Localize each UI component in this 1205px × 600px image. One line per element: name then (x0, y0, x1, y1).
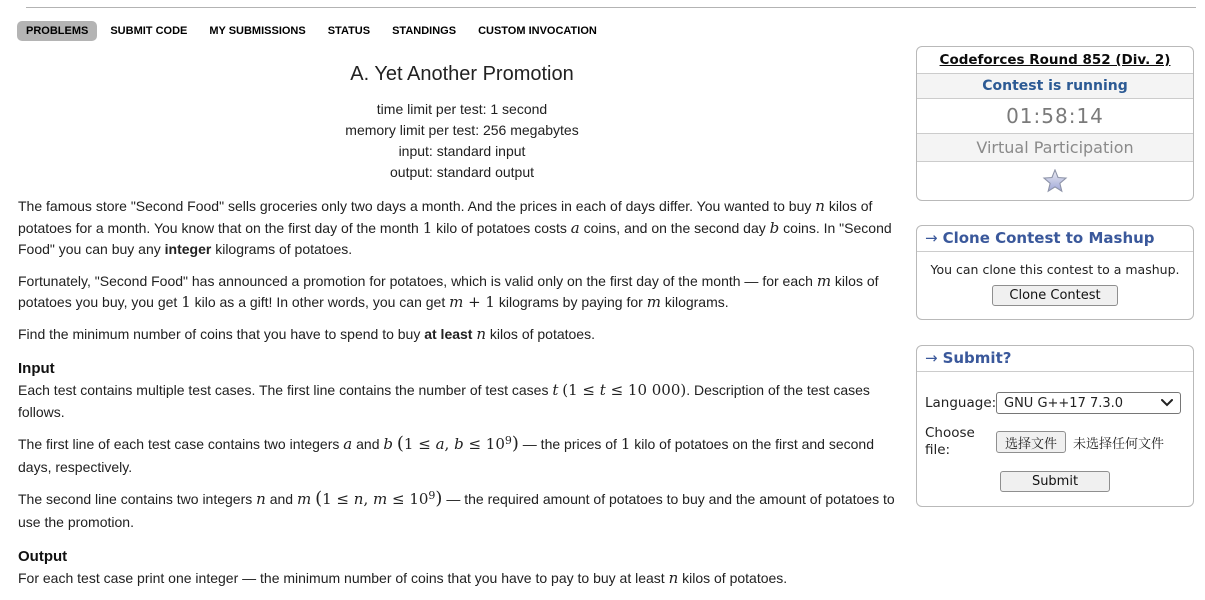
participation-mode: Virtual Participation (917, 133, 1193, 161)
file-select-button[interactable]: 选择文件 (996, 431, 1066, 453)
input-paragraph: The second line contains two integers n and m (1 ≤ n, $m \le 10^9$) — the required amount of potatoes to buy and the amount of potatoes to use the promotion. (18, 488, 895, 530)
input-paragraph: The first line of each test case contains two integers a and b (1 ≤ a, $b \le 10^9$) — the prices of 1 kilo of potatoes on the first and second days, respectively. (18, 433, 874, 475)
favorite-star-icon[interactable] (1042, 169, 1068, 194)
statement-paragraph: Find the minimum number of coins that you have to spend to buy at least n kilos of potatoes. (18, 324, 595, 343)
clone-box-text: You can clone this contest to a mashup. (930, 262, 1180, 277)
output-spec: output: standard output (390, 164, 534, 180)
problem-limits (18, 99, 906, 183)
tab-standings[interactable]: STANDINGS (392, 25, 457, 37)
contest-tabs (17, 21, 606, 41)
tab-submit-code[interactable]: SUBMIT CODE (110, 25, 188, 37)
input-section-title: Input (18, 360, 55, 377)
choose-file-label: Choose file: (925, 425, 975, 458)
clone-box-title: Clone Contest to Mashup (942, 229, 1155, 247)
tab-problems[interactable]: PROBLEMS (17, 21, 97, 41)
choose-file-row (925, 425, 1185, 459)
language-row (925, 392, 1185, 414)
tab-my-submissions[interactable]: MY SUBMISSIONS (209, 25, 306, 37)
clone-contest-button[interactable]: Clone Contest (992, 285, 1117, 306)
submit-box (916, 345, 1194, 507)
clone-contest-box (916, 225, 1194, 320)
favorite-row (917, 161, 1193, 200)
language-selected-value: GNU G++17 7.3.0 (1004, 395, 1124, 411)
memory-limit: memory limit per test: 256 megabytes (345, 122, 579, 138)
time-limit: time limit per test: 1 second (376, 101, 548, 117)
submit-button[interactable]: Submit (1000, 471, 1110, 492)
file-input (996, 431, 1164, 453)
arrow-icon: → (925, 229, 938, 247)
contest-title-link[interactable]: Codeforces Round 852 (Div. 2) (939, 52, 1171, 68)
arrow-icon: → (925, 349, 938, 367)
language-select[interactable] (996, 392, 1181, 414)
output-paragraph: For each test case print one integer — the minimum number of coins that you have to pay to buy at least n kilos of potatoes. (18, 569, 788, 587)
chevron-down-icon (1161, 399, 1173, 407)
contest-timer: 01:58:14 (917, 98, 1193, 133)
input-spec: input: standard input (398, 143, 526, 159)
tab-status[interactable]: STATUS (327, 25, 371, 37)
submit-box-title: Submit? (942, 349, 1012, 367)
contest-title-row (917, 47, 1193, 73)
language-label: Language: (925, 394, 997, 411)
sidebar (916, 46, 1194, 507)
problem-title: A. Yet Another Promotion (350, 63, 574, 85)
tab-custom-invocation[interactable]: CUSTOM INVOCATION (478, 25, 597, 37)
problem-statement (18, 62, 906, 600)
clone-box-caption (917, 226, 1193, 252)
output-section-title: Output (18, 548, 68, 565)
page-top-divider (26, 7, 1196, 8)
contest-status-box (916, 46, 1194, 201)
contest-status: Contest is running (917, 73, 1193, 98)
statement-paragraph: Fortunately, "Second Food" has announced a promotion for potatoes, which is valid only on the first day of the month — for each m kilos of potatoes you buy, you get 1 kilo as a gift! In other words, you can get m + 1 kilograms by paying for m kilograms. (18, 271, 879, 311)
input-paragraph: Each test contains multiple test cases. The first line contains the number of test cases t (1 ≤ t ≤ 10 000). Description of the test cases follows. (18, 381, 870, 420)
submit-box-caption (917, 346, 1193, 372)
statement-paragraph: The famous store "Second Food" sells groceries only two days a month. And the prices in each of days differ. You wanted to buy n kilos of potatoes for a month. You know that on the first day of the month 1 kilo of potatoes costs a coins, and on the second day b coins. In "Second Food" you can buy any integer kilograms of potatoes. (18, 197, 892, 257)
file-status-text: 未选择任何文件 (1073, 436, 1165, 452)
